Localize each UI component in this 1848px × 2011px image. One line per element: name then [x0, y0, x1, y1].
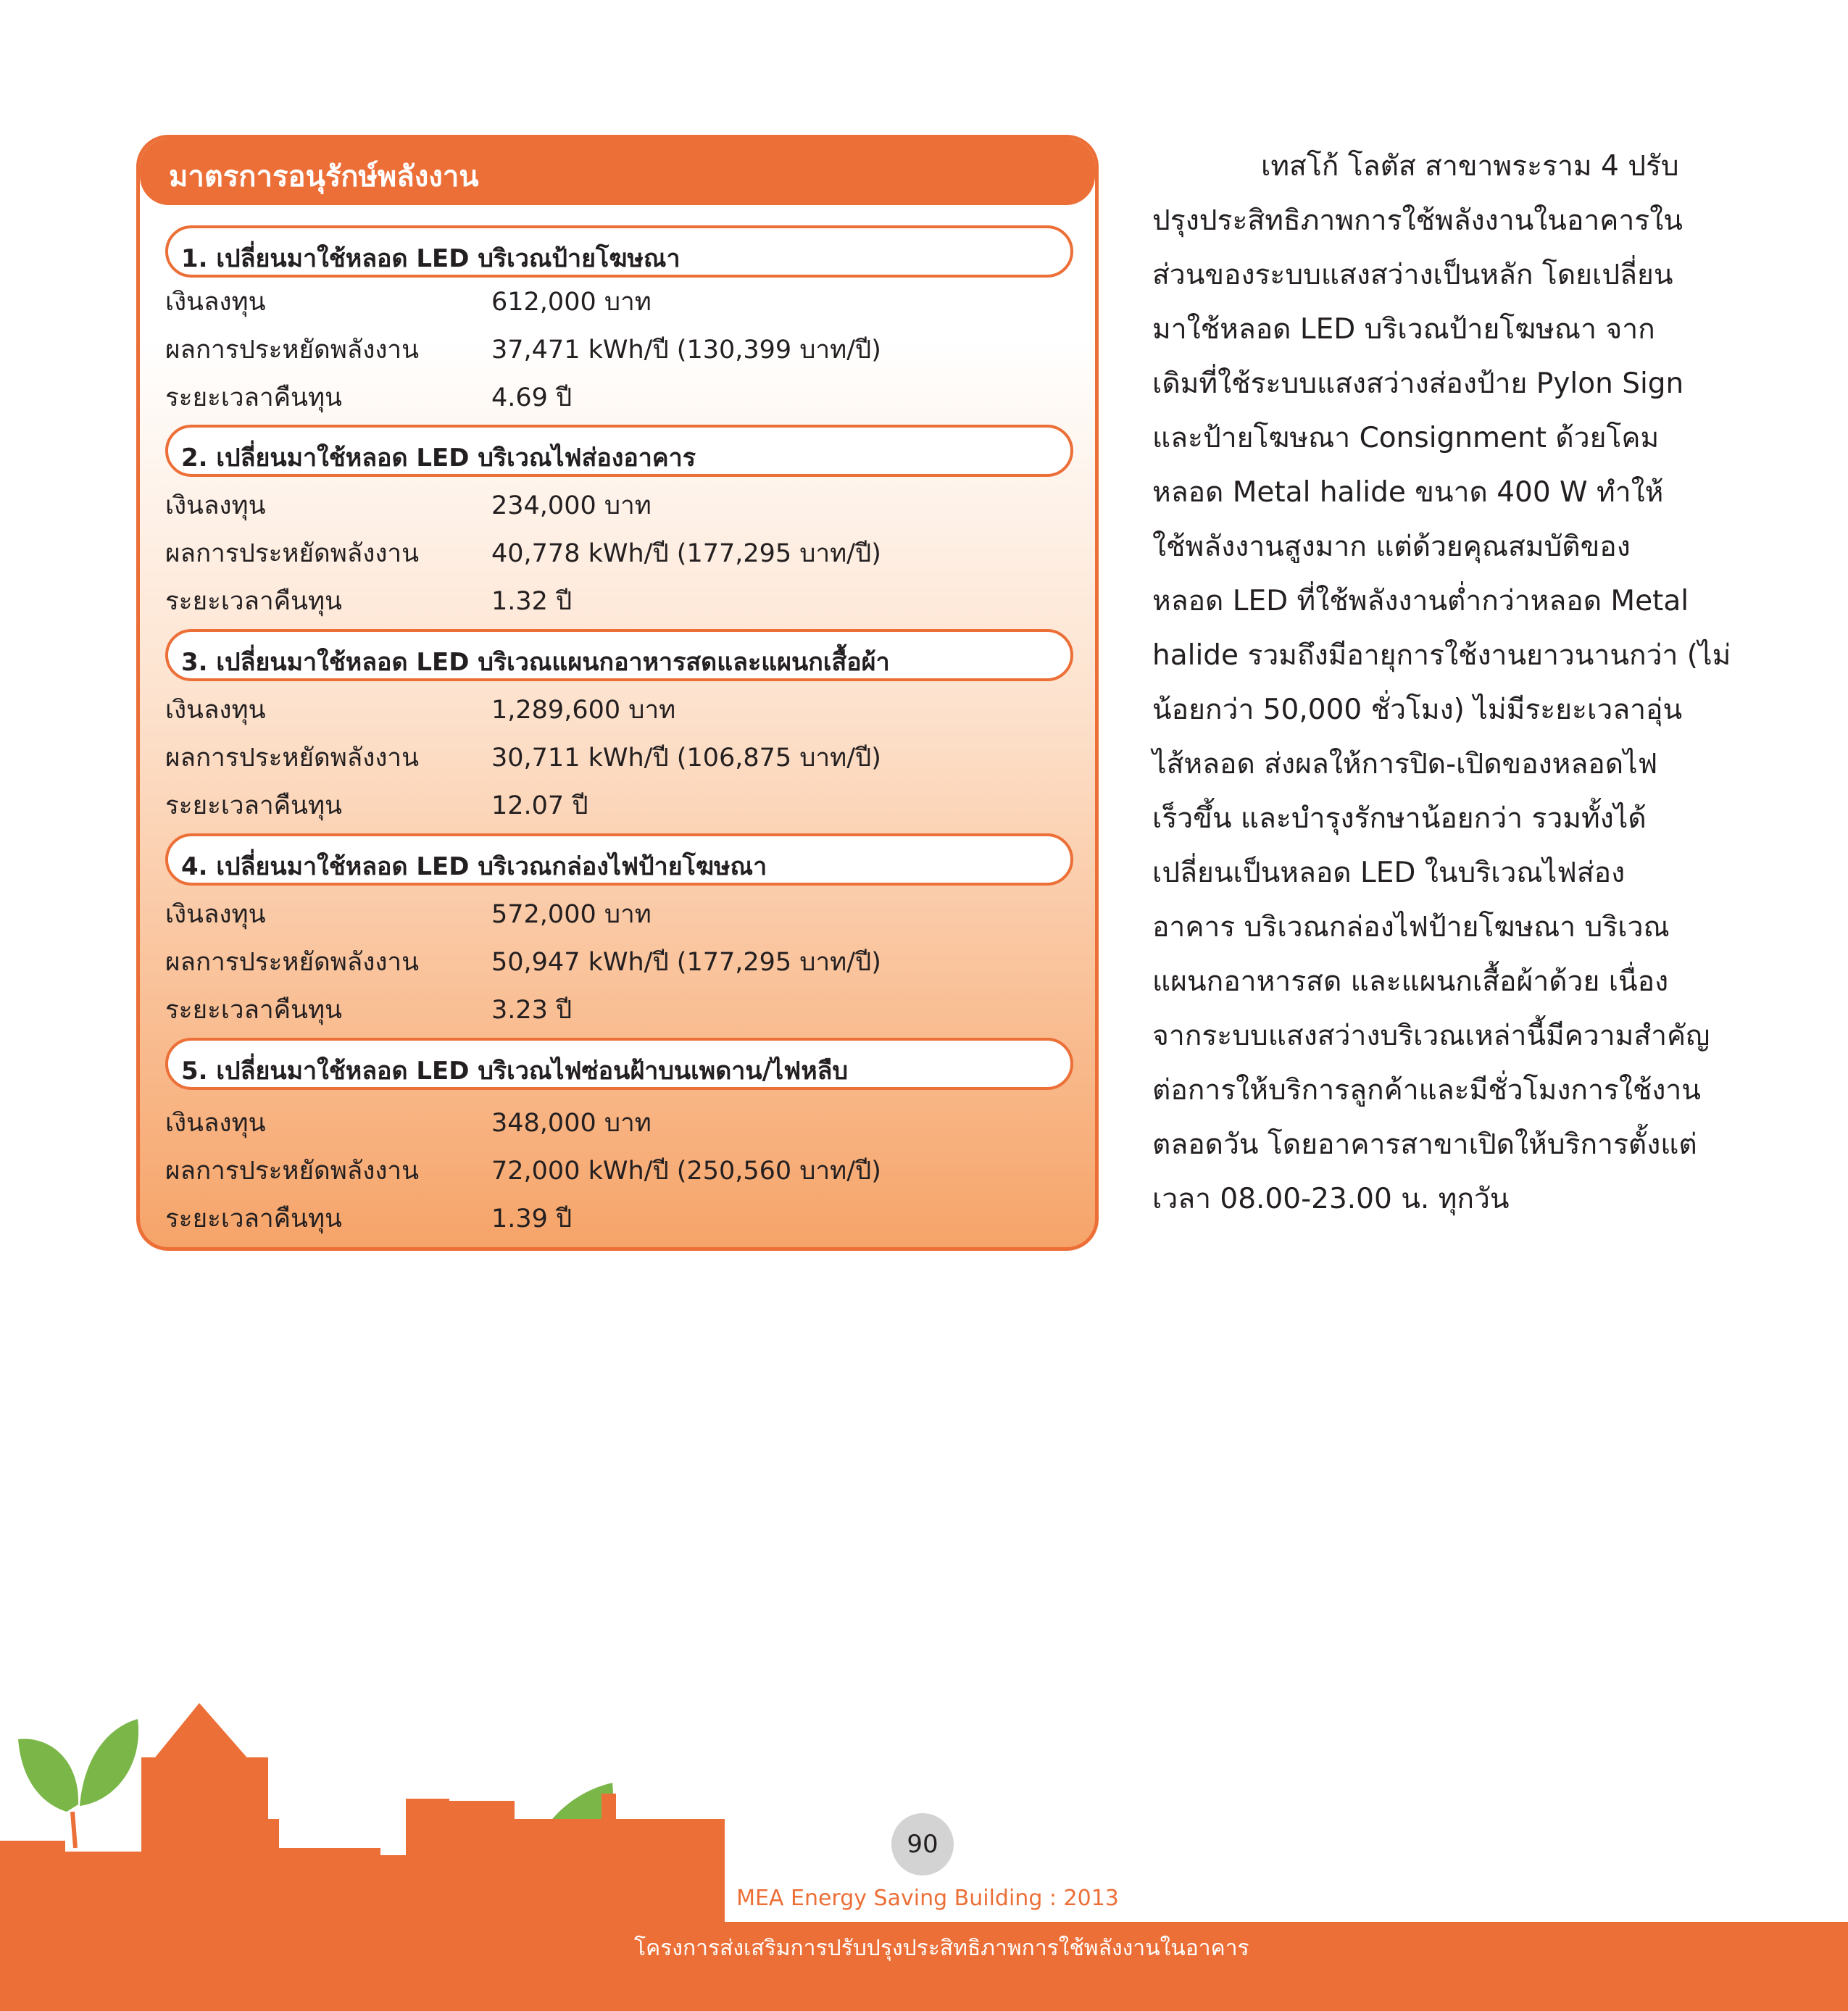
article-line: ไส้หลอด ส่งผลให้การปิด-เปิดของหลอดไฟ — [1152, 748, 1658, 780]
investment-label: เงินลงทุน — [165, 900, 266, 929]
measure-title-pill — [165, 629, 1073, 681]
measure-title: 3. เปลี่ยนมาใช้หลอด LED บริเวณแผนกอาหารสดและแผนกเสื้อผ้า — [181, 648, 890, 677]
investment-row — [165, 486, 1073, 529]
investment-value: 612,000 บาท — [491, 288, 652, 317]
payback-label: ระยะเวลาคืนทุน — [165, 996, 342, 1025]
energy-saving-row — [165, 533, 1073, 577]
investment-row — [165, 690, 1073, 733]
article-line: จากระบบแสงสว่างบริเวณเหล่านี้มีความสำคัญ — [1152, 1020, 1710, 1052]
measures-box-header — [140, 138, 1095, 205]
measure-item-1 — [165, 225, 1073, 421]
footer-brand: MEA Energy Saving Building : 2013 — [736, 1886, 1119, 1911]
article-line: เร็วขึ้น และบำรุงรักษาน้อยกว่า รวมทั้งได้ — [1152, 802, 1647, 835]
energy-saving-row — [165, 1151, 1073, 1194]
payback-value: 1.39 ปี — [491, 1204, 573, 1233]
energy-measures-box — [136, 135, 1099, 1251]
investment-value: 572,000 บาท — [491, 900, 652, 929]
payback-row — [165, 786, 1073, 829]
article-line: น้อยกว่า 50,000 ชั่วโมง) ไม่มีระยะเวลาอุ่น — [1152, 694, 1683, 726]
investment-label: เงินลงทุน — [165, 491, 266, 520]
article-line: ใช้พลังงานสูงมาก แต่ด้วยคุณสมบัติของ — [1152, 530, 1631, 563]
payback-label: ระยะเวลาคืนทุน — [165, 383, 342, 412]
energy-saving-label: ผลการประหยัดพลังงาน — [165, 1157, 419, 1186]
investment-value: 234,000 บาท — [491, 491, 652, 520]
payback-value: 4.69 ปี — [491, 383, 573, 412]
article-line: ปรุงประสิทธิภาพการใช้พลังงานในอาคารใน — [1152, 204, 1683, 237]
small-leaf-icon — [18, 1719, 138, 1848]
article-line-text: เทสโก้ โลตัส สาขาพระราม 4 ปรับ — [1261, 150, 1679, 183]
article-line: halide รวมถึงมีอายุการใช้งานยาวนานกว่า (ไม่ — [1152, 639, 1731, 672]
article-line — [1152, 139, 1714, 193]
article-line: และป้ายโฆษณา Consignment ด้วยโคม — [1152, 422, 1660, 454]
footer-project-title: โครงการส่งเสริมการปรับปรุงประสิทธิภาพการใช้พลังงานในอาคาร — [634, 1936, 1249, 1961]
measure-item-2 — [165, 425, 1073, 620]
payback-value: 1.32 ปี — [491, 587, 573, 616]
article-line: อาคาร บริเวณกล่องไฟป้ายโฆษณา บริเวณ — [1152, 911, 1670, 944]
article-line: เวลา 08.00-23.00 น. ทุกวัน — [1152, 1183, 1510, 1215]
investment-label: เงินลงทุน — [165, 288, 266, 317]
investment-label: เงินลงทุน — [165, 696, 266, 725]
measure-title-pill — [165, 425, 1073, 477]
energy-saving-value: 72,000 kWh/ปี (250,560 บาท/ปี) — [491, 1157, 881, 1186]
payback-label: ระยะเวลาคืนทุน — [165, 587, 342, 616]
measure-title: 4. เปลี่ยนมาใช้หลอด LED บริเวณกล่องไฟป้ายโฆษณา — [181, 852, 767, 881]
measure-title-pill — [165, 225, 1073, 278]
measure-item-4 — [165, 833, 1073, 1029]
energy-saving-row — [165, 330, 1073, 373]
investment-row — [165, 1103, 1073, 1146]
article-line: หลอด LED ที่ใช้พลังงานต่ำกว่าหลอด Metal — [1152, 585, 1689, 617]
article-line: ต่อการให้บริการลูกค้าและมีชั่วโมงการใช้งาน — [1152, 1074, 1701, 1107]
article-line: มาใช้หลอด LED บริเวณป้ายโฆษณา จาก — [1152, 313, 1655, 346]
energy-saving-label: ผลการประหยัดพลังงาน — [165, 336, 419, 365]
payback-value: 3.23 ปี — [491, 996, 573, 1025]
energy-saving-value: 37,471 kWh/ปี (130,399 บาท/ปี) — [491, 336, 881, 365]
investment-row — [165, 894, 1073, 938]
energy-saving-row — [165, 738, 1073, 781]
energy-saving-value: 40,778 kWh/ปี (177,295 บาท/ปี) — [491, 539, 881, 568]
investment-value: 1,289,600 บาท — [491, 696, 676, 725]
energy-saving-label: ผลการประหยัดพลังงาน — [165, 744, 419, 773]
article-line: ตลอดวัน โดยอาคารสาขาเปิดให้บริการตั้งแต่ — [1152, 1128, 1697, 1161]
payback-label: ระยะเวลาคืนทุน — [165, 791, 342, 820]
payback-row — [165, 1199, 1073, 1242]
payback-value: 12.07 ปี — [491, 791, 588, 820]
investment-value: 348,000 บาท — [491, 1109, 652, 1138]
payback-row — [165, 990, 1073, 1033]
article-line: แผนกอาหารสด และแผนกเสื้อผ้าด้วย เนื่อง — [1152, 965, 1669, 998]
measures-box-title: มาตรการอนุรักษ์พลังงาน — [169, 160, 479, 193]
investment-label: เงินลงทุน — [165, 1109, 266, 1138]
measure-title: 1. เปลี่ยนมาใช้หลอด LED บริเวณป้ายโฆษณา — [181, 244, 680, 273]
payback-row — [165, 378, 1073, 421]
page-number: 90 — [891, 1813, 954, 1875]
energy-saving-label: ผลการประหยัดพลังงาน — [165, 948, 419, 977]
measure-item-5 — [165, 1038, 1073, 1233]
measure-item-3 — [165, 629, 1073, 825]
article-line: เปลี่ยนเป็นหลอด LED ในบริเวณไฟส่อง — [1152, 857, 1626, 889]
energy-saving-value: 30,711 kWh/ปี (106,875 บาท/ปี) — [491, 744, 881, 773]
payback-row — [165, 581, 1073, 625]
measure-title-pill — [165, 1038, 1073, 1090]
measure-title-pill — [165, 833, 1073, 886]
article-body — [1152, 139, 1731, 1226]
article-line: เดิมที่ใช้ระบบแสงสว่างส่องป้าย Pylon Sign — [1152, 367, 1684, 400]
article-line: หลอด Metal halide ขนาด 400 W ทำให้ — [1152, 476, 1664, 509]
measure-title: 5. เปลี่ยนมาใช้หลอด LED บริเวณไฟซ่อนฝ้าบนเพดาน/ไฟหลืบ — [181, 1057, 849, 1086]
energy-saving-label: ผลการประหยัดพลังงาน — [165, 539, 419, 568]
energy-saving-row — [165, 942, 1073, 986]
energy-saving-value: 50,947 kWh/ปี (177,295 บาท/ปี) — [491, 948, 881, 977]
investment-row — [165, 282, 1073, 325]
article-line: ส่วนของระบบแสงสว่างเป็นหลัก โดยเปลี่ยน — [1152, 259, 1673, 291]
measure-title: 2. เปลี่ยนมาใช้หลอด LED บริเวณไฟส่องอาคาร — [181, 444, 696, 472]
payback-label: ระยะเวลาคืนทุน — [165, 1204, 342, 1233]
